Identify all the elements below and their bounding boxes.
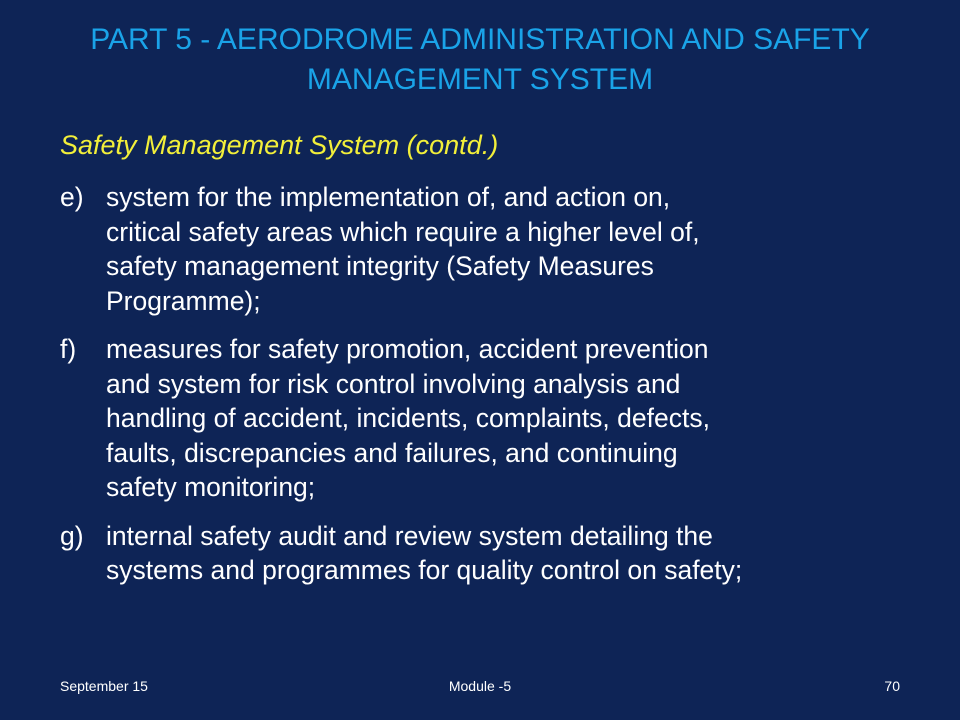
list-item-line: internal safety audit and review system detailing the <box>106 520 713 551</box>
list-item-line: Programme); <box>106 285 261 316</box>
list-item-f <box>60 332 920 505</box>
list-item-line: safety management integrity (Safety Measures <box>106 251 654 281</box>
list-item-marker: g) <box>60 520 84 551</box>
list-item-g <box>60 519 920 588</box>
footer-page-number: 70 <box>884 678 900 694</box>
bullet-list <box>60 180 920 602</box>
list-item-line: measures for safety promotion, accident prevention <box>106 334 709 364</box>
slide-title-line-1: PART 5 - AERODROME ADMINISTRATION AND SAFETY <box>90 23 870 56</box>
footer-date: September 15 <box>60 678 148 694</box>
list-item-line: systems and programmes for quality control on safety; <box>106 555 743 585</box>
list-item-line: critical safety areas which require a higher level of, <box>106 216 700 247</box>
list-item-line: safety monitoring; <box>106 472 316 502</box>
list-item-line: faults, discrepancies and failures, and continuing <box>106 437 678 468</box>
list-item-line: handling of accident, incidents, complaints, defects, <box>106 403 710 433</box>
list-item-e <box>60 180 920 318</box>
slide-title-line-2: MANAGEMENT SYSTEM <box>306 63 654 96</box>
list-item-marker: f) <box>60 334 77 364</box>
slide-title <box>40 20 920 100</box>
footer-module: Module -5 <box>448 678 512 694</box>
list-item-line: and system for risk control involving analysis and <box>106 368 681 399</box>
slide-subtitle: Safety Management System (contd.) <box>60 130 499 160</box>
list-item-marker: e) <box>60 182 84 212</box>
list-item-line: system for the implementation of, and action on, <box>106 182 671 212</box>
